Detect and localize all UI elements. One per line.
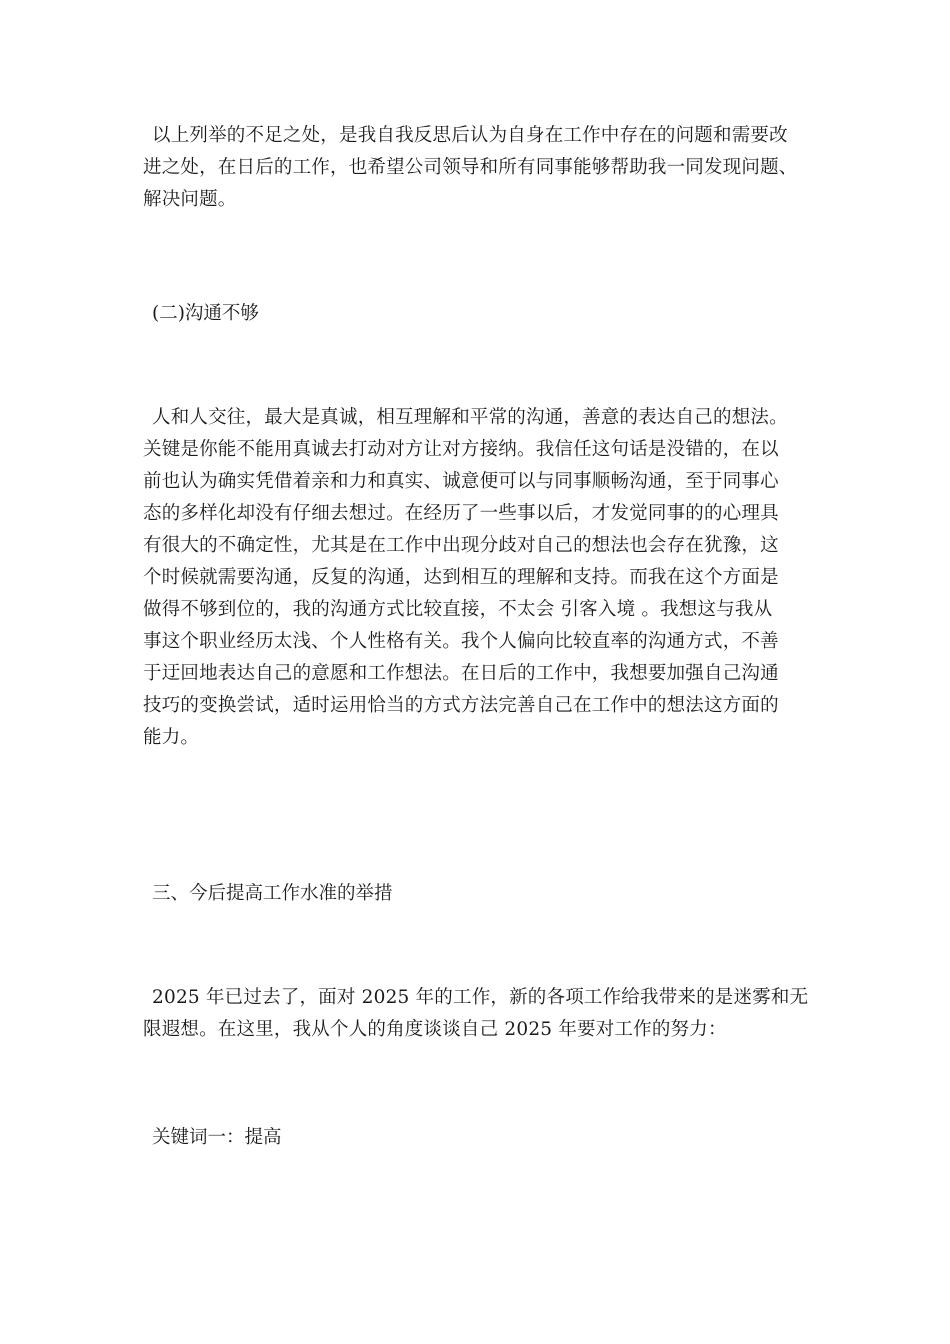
text-line: 事这个职业经历太浅、个人性格有关。我个人偏向比较直率的沟通方式，不善: [143, 631, 779, 652]
text-line: 技巧的变换尝试，适时运用恰当的方式方法完善自己在工作中的想法这方面的: [143, 695, 779, 716]
text-line: 个时候就需要沟通，反复的沟通，达到相互的理解和支持。而我在这个方面是: [143, 567, 779, 588]
section-heading-communication: (二)沟通不够: [152, 303, 259, 324]
paragraph-shortcomings-summary: [143, 120, 803, 216]
text-line: 态的多样化却没有仔细去想过。在经历了一些事以后，才发觉同事的的心理具: [143, 503, 779, 524]
text-line: 有很大的不确定性，尤其是在工作中出现分歧对自己的想法也会存在犹豫，这: [143, 535, 779, 556]
text-line: 能力。: [143, 727, 200, 748]
subheading-keyword-one: 关键词一：提高: [152, 1127, 282, 1148]
text-line: 2025 年已过去了，面对 2025 年的工作，新的各项工作给我带来的是迷雾和无: [152, 987, 809, 1008]
text-line: 解决问题。: [143, 189, 237, 210]
text-line: 以上列举的不足之处，是我自我反思后认为自身在工作中存在的问题和需要改: [152, 125, 788, 146]
text-line: 前也认为确实凭借着亲和力和真实、诚意便可以与同事顺畅沟通，至于同事心: [143, 471, 779, 492]
section-heading-improvement-measures: 三、今后提高工作水准的举措: [152, 883, 393, 904]
text-line: 做得不够到位的，我的沟通方式比较直接，不太会 引客入境 。我想这与我从: [143, 599, 773, 620]
paragraph-communication: [143, 402, 803, 754]
text-line: 限遐想。在这里，我从个人的角度谈谈自己 2025 年要对工作的努力：: [143, 1019, 727, 1040]
text-line: 关键是你能不能用真诚去打动对方让对方接纳。我信任这句话是没错的，在以: [143, 439, 779, 460]
text-line: 进之处，在日后的工作，也希望公司领导和所有同事能够帮助我一同发现问题、: [143, 157, 798, 178]
text-line: 于迂回地表达自己的意愿和工作想法。在日后的工作中，我想要加强自己沟通: [143, 663, 779, 684]
text-line: 人和人交往，最大是真诚，相互理解和平常的沟通，善意的表达自己的想法。: [152, 407, 788, 428]
paragraph-new-year-outlook: [143, 982, 809, 1046]
